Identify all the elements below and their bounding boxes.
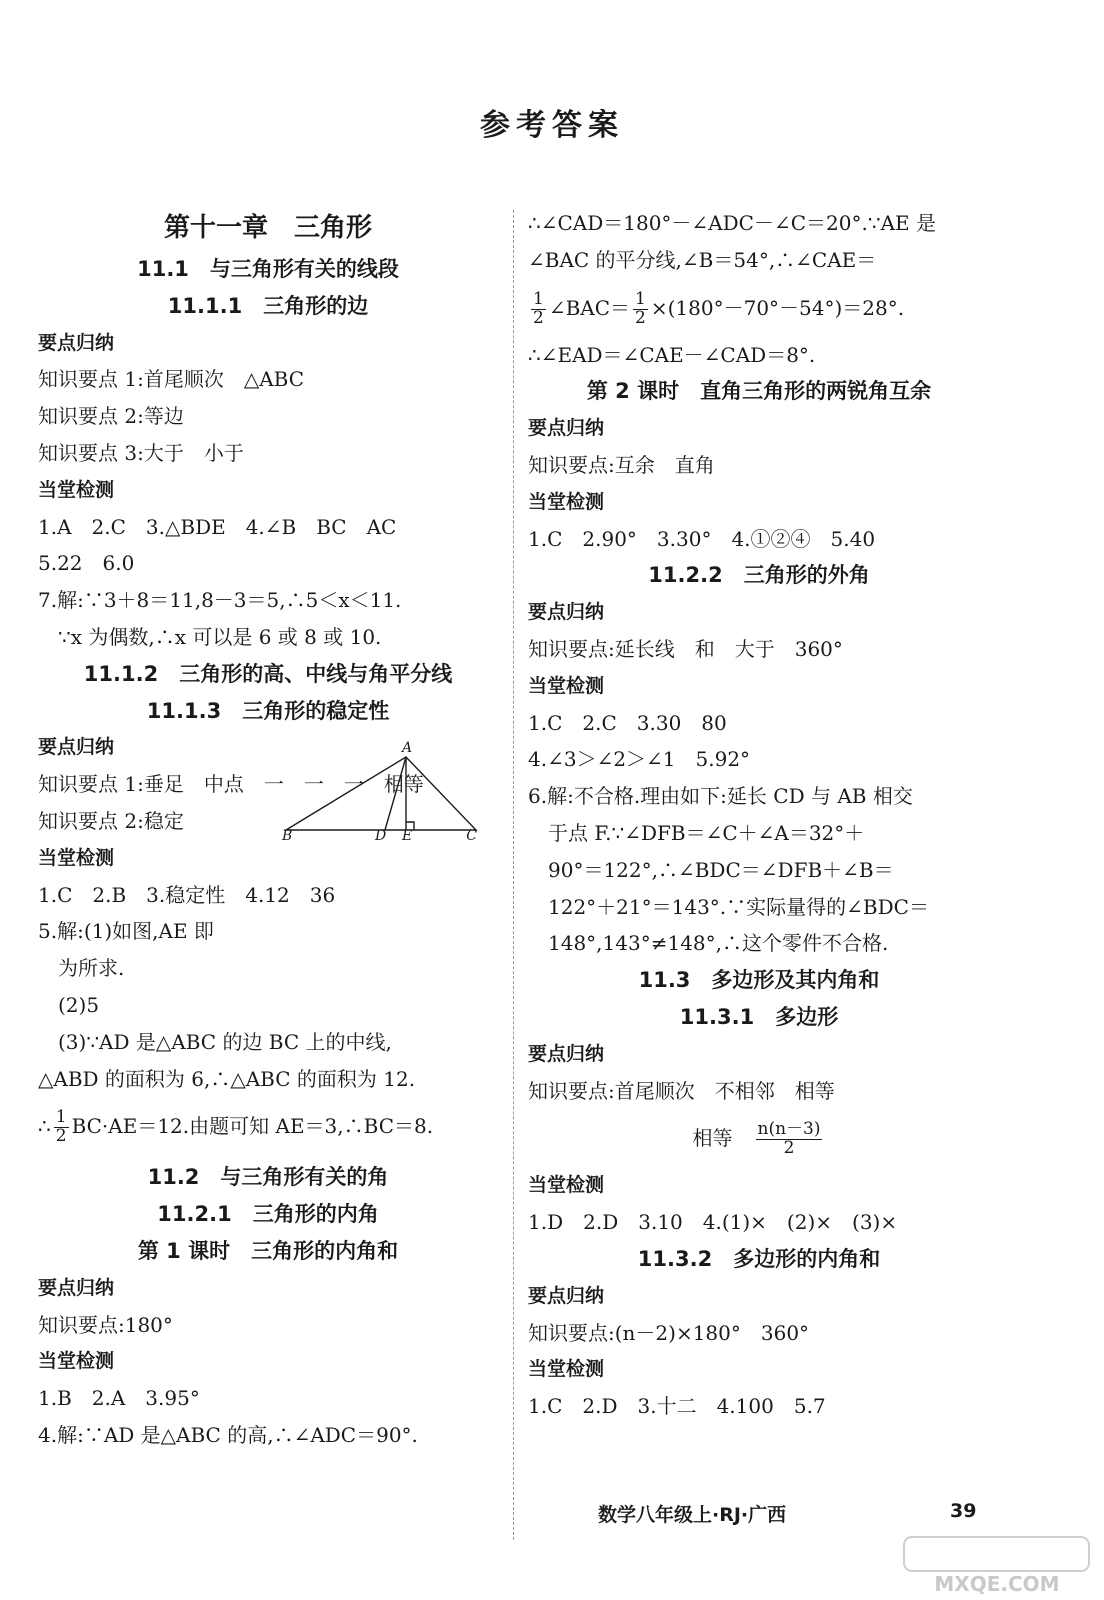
triangle-figure <box>255 735 477 844</box>
check-label: 当堂检测 <box>528 1174 605 1197</box>
fraction <box>54 1109 69 1146</box>
answer-line: 知识要点:延长线 和 大于 360° <box>528 636 843 661</box>
triangle-abc <box>286 757 476 830</box>
subsection-heading: 11.1.3 三角形的稳定性 <box>146 698 390 723</box>
answer-line: 1.C 2.90° 3.30° 4.①②④ 5.40 <box>528 526 876 551</box>
answer-line: 知识要点 2:等边 <box>38 404 184 429</box>
answer-line: 于点 F.∵∠DFB＝∠C＋∠A＝32°＋ <box>548 820 865 845</box>
answer-line: 5.22 6.0 <box>38 551 135 576</box>
section-heading: 11.1 与三角形有关的线段 <box>137 257 399 281</box>
book-footer: 数学八年级上·RJ·广西 <box>598 1504 787 1526</box>
check-label: 当堂检测 <box>38 1350 115 1373</box>
key-points-label: 要点归纳 <box>528 417 605 440</box>
fraction-numerator: n(n－3) <box>757 1119 821 1140</box>
answer-line: 122°＋21°＝143°.∵实际量得的∠BDC＝ <box>548 894 929 919</box>
right-column <box>528 205 990 1425</box>
column-divider <box>513 210 514 1540</box>
answer-line: (3)∵AD 是△ABC 的边 BC 上的中线, <box>58 1029 392 1054</box>
answer-line: △ABD 的面积为 6,∴△ABC 的面积为 12. <box>38 1066 416 1091</box>
check-label: 当堂检测 <box>38 478 115 501</box>
answer-line: ∴∠CAD＝180°－∠ADC－∠C＝20°.∵AE 是 <box>528 211 936 235</box>
chapter-heading: 第十一章 三角形 <box>163 213 372 243</box>
fraction-denominator: 2 <box>55 1126 67 1147</box>
subsection-heading: 11.3.2 多边形的内角和 <box>637 1246 881 1271</box>
answer-line: 6.解:不合格.理由如下:延长 CD 与 AB 相交 <box>528 784 913 809</box>
fraction-denominator: 2 <box>635 307 646 328</box>
subsection-heading: 11.1.2 三角形的高、中线与角平分线 <box>83 661 453 686</box>
key-points-label: 要点归纳 <box>38 331 115 354</box>
point-label-e: E <box>402 828 413 844</box>
point-label-d: D <box>375 828 387 844</box>
fraction-denominator: 2 <box>533 307 544 328</box>
fraction-numerator: 1 <box>55 1107 67 1128</box>
check-label: 当堂检测 <box>38 846 115 869</box>
answer-line: 知识要点:互余 直角 <box>528 452 715 477</box>
fraction-numerator: 1 <box>635 288 646 309</box>
key-points-label: 要点归纳 <box>528 1042 605 1065</box>
text-run: ∠BAC＝ <box>548 295 631 320</box>
fraction-denominator: 2 <box>783 1138 795 1159</box>
subsection-heading: 11.2.2 三角形的外角 <box>648 563 870 588</box>
answer-line: ∴∠EAD＝∠CAE－∠CAD＝8°. <box>528 342 816 367</box>
answer-line-fraction <box>528 1109 990 1167</box>
vertex-label-b: B <box>282 828 293 844</box>
answer-line-fraction <box>528 279 990 337</box>
lesson-heading: 第 1 课时 三角形的内角和 <box>137 1238 399 1263</box>
answer-line: 4.∠3＞∠2＞∠1 5.92° <box>528 747 751 772</box>
page-number: 39 <box>950 1500 977 1522</box>
fraction-numerator: 1 <box>533 288 544 309</box>
fraction <box>756 1121 823 1158</box>
answer-line: 知识要点:(n－2)×180° 360° <box>528 1320 810 1345</box>
page-title: 参考答案 <box>480 108 624 143</box>
text-run: ×(180°－70°－54°)＝28°. <box>650 295 905 320</box>
answer-line: ∠BAC 的平分线,∠B＝54°,∴∠CAE＝ <box>528 247 877 272</box>
watermark-text: MXQE.COM <box>934 1572 1060 1596</box>
subsection-heading: 11.2.1 三角形的内角 <box>157 1202 379 1227</box>
answer-line: 1.D 2.D 3.10 4.(1)× (2)× (3)× <box>528 1210 898 1235</box>
text-run: BC·AE＝12.由题可知 AE＝3,∴BC＝8. <box>71 1114 434 1139</box>
key-points-label: 要点归纳 <box>38 1276 115 1299</box>
key-points-label: 要点归纳 <box>38 736 115 759</box>
check-label: 当堂检测 <box>528 490 605 513</box>
vertex-label-c: C <box>466 828 477 844</box>
answer-line: 5.解:(1)如图,AE 即 <box>38 919 214 944</box>
section-heading: 11.2 与三角形有关的角 <box>147 1165 389 1190</box>
key-points-label: 要点归纳 <box>528 601 605 624</box>
subsection-heading: 11.3.1 多边形 <box>679 1004 839 1029</box>
subsection-heading: 11.1.1 三角形的边 <box>167 293 369 318</box>
key-points-label: 要点归纳 <box>528 1284 605 1307</box>
check-label: 当堂检测 <box>528 1358 605 1381</box>
answer-line: 1.C 2.D 3.十二 4.100 5.7 <box>528 1394 826 1419</box>
answer-line: 90°＝122°,∴∠BDC＝∠DFB＋∠B＝ <box>548 857 894 882</box>
answer-line: 4.解:∵AD 是△ABC 的高,∴∠ADC＝90°. <box>38 1422 418 1447</box>
vertex-label-a: A <box>402 740 413 756</box>
answer-line: 知识要点:首尾顺次 不相邻 相等 <box>528 1078 835 1103</box>
answer-line: 148°,143°≠148°,∴这个零件不合格. <box>548 931 889 956</box>
answer-line: (2)5 <box>58 992 100 1017</box>
fraction <box>633 288 648 328</box>
answer-line: 7.解:∵3＋8＝11,8－3＝5,∴5＜x＜11. <box>38 588 402 613</box>
answer-line: 1.B 2.A 3.95° <box>38 1386 200 1411</box>
text-run: 相等 <box>692 1126 733 1151</box>
answer-line: 知识要点 1:首尾顺次 △ABC <box>38 367 305 392</box>
check-label: 当堂检测 <box>528 674 605 697</box>
answer-line: 1.A 2.C 3.△BDE 4.∠B BC AC <box>38 514 397 539</box>
watermark-logo <box>900 1535 1095 1595</box>
fraction <box>531 288 546 328</box>
answer-line: 知识要点 2:稳定 <box>38 808 184 833</box>
section-heading: 11.3 多边形及其内角和 <box>638 968 880 993</box>
answer-line: 1.C 2.B 3.稳定性 4.12 36 <box>38 882 336 907</box>
lesson-heading: 第 2 课时 直角三角形的两锐角互余 <box>586 379 932 404</box>
answer-line: 知识要点 3:大于 小于 <box>38 440 244 465</box>
answer-line-fraction <box>38 1097 498 1155</box>
answer-line: 知识要点:180° <box>38 1312 173 1337</box>
answer-line: ∵x 为偶数,∴x 可以是 6 或 8 或 10. <box>58 624 382 649</box>
answer-line: 知识要点 1:垂足 中点 一 一 一 相等 <box>38 772 424 797</box>
answer-line: 1.C 2.C 3.30 80 <box>528 710 727 735</box>
text-run: ∴ <box>38 1114 51 1139</box>
answer-line: 为所求. <box>58 956 125 981</box>
